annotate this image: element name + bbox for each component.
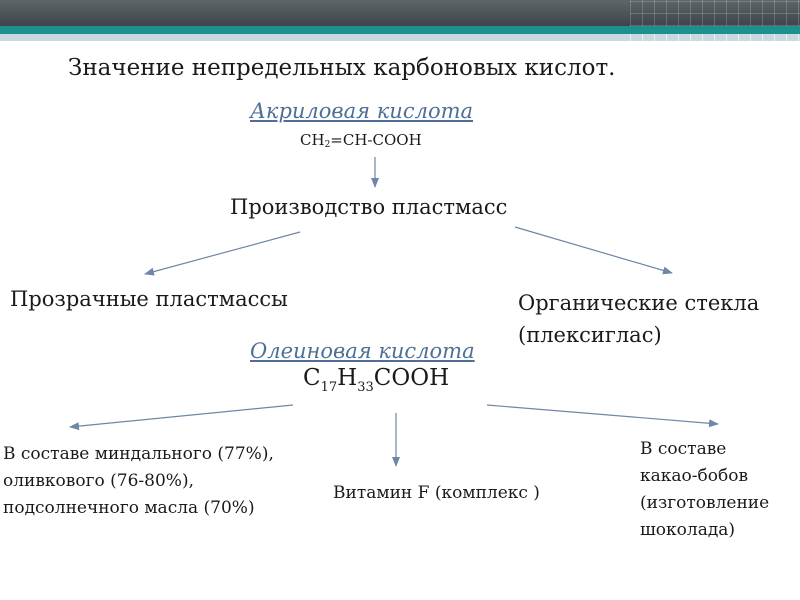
arrow-to-oils	[70, 405, 293, 427]
cocoa-line: В составе	[640, 439, 727, 459]
formula-part: H	[337, 365, 358, 391]
plastics-production-node: Производство пластмасс	[230, 195, 508, 219]
oils-line: В составе миндального (77%),	[3, 444, 274, 464]
cocoa-line: (изготовление	[640, 493, 770, 513]
formula-part: COOH	[373, 365, 450, 391]
oils-line: оливкового (76-80%),	[3, 471, 194, 491]
arrow-to-transparent-plastics	[145, 232, 300, 274]
oleic-acid-name: Олеиновая кислота	[250, 339, 475, 363]
formula-subscript: 33	[357, 380, 374, 395]
formula-part: =CH-COOH	[330, 131, 422, 149]
oils-line: подсолнечного масла (70%)	[3, 498, 255, 518]
formula-subscript: 17	[320, 380, 338, 395]
arrow-to-organic-glass	[515, 227, 672, 273]
acrylic-acid-name: Акриловая кислота	[250, 99, 474, 123]
vitamin-f-node: Витамин F (комплекс )	[333, 483, 540, 503]
cocoa-line: шоколада)	[640, 520, 736, 540]
transparent-plastics-node: Прозрачные пластмассы	[10, 287, 288, 311]
organic-glass-line: Органические стекла	[518, 291, 760, 315]
arrow-to-cocoa	[487, 405, 718, 424]
formula-subscript: 2	[324, 140, 331, 150]
cocoa-line: какао-бобов	[640, 466, 749, 486]
formula-part: CH	[300, 131, 325, 149]
organic-glass-line: (плексиглас)	[518, 323, 662, 347]
slide-title: Значение непредельных карбоновых кислот.	[68, 55, 616, 81]
formula-part: C	[303, 365, 321, 391]
